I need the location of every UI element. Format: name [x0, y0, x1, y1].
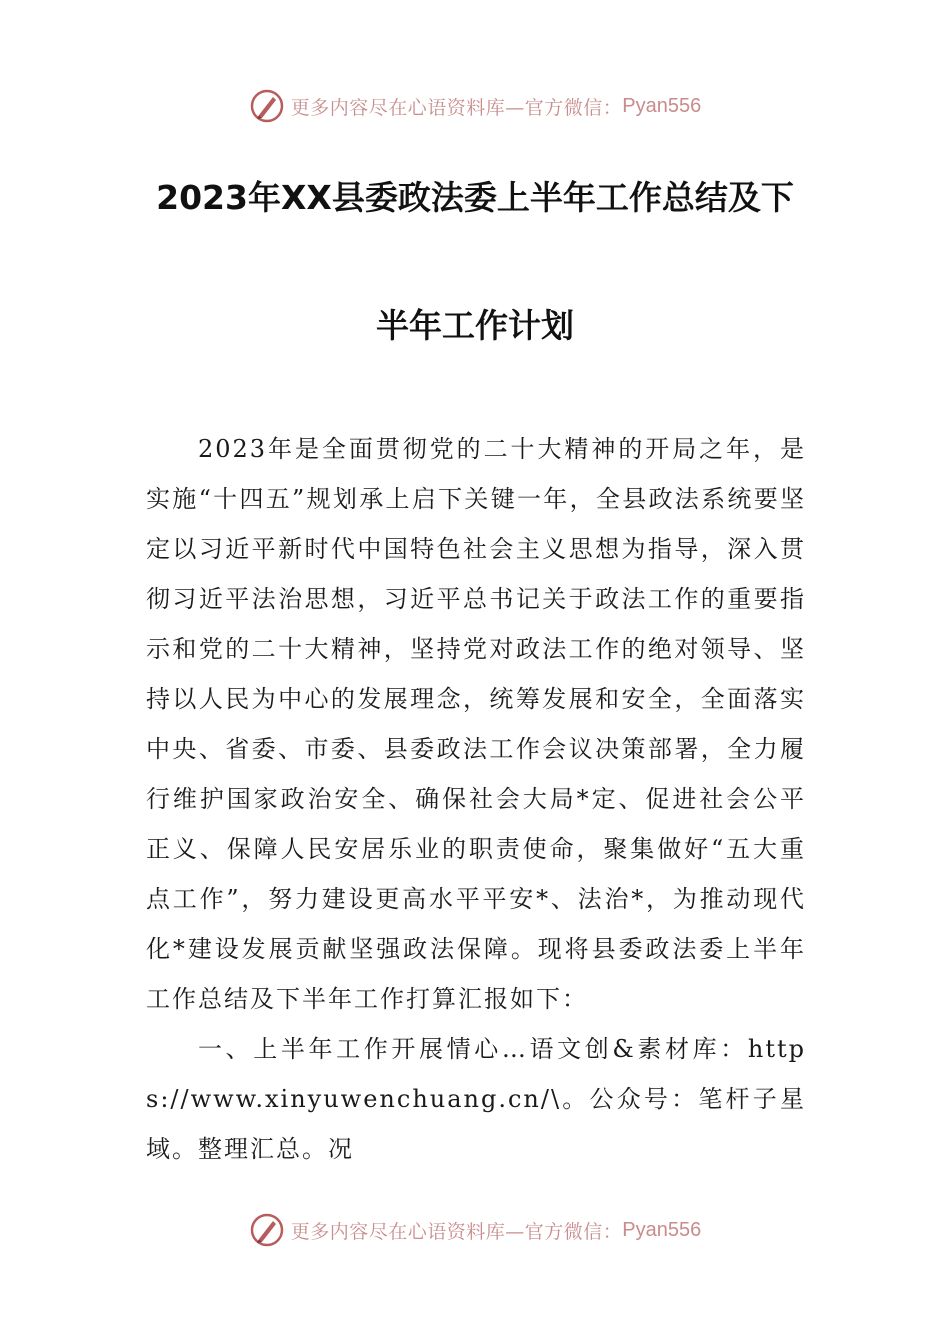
- document-title-line-2: 半年工作计划: [376, 306, 574, 345]
- pen-logo-icon: [249, 1212, 285, 1248]
- body-paragraph: 2023年是全面贯彻党的二十大精神的开局之年，是实施“十四五”规划承上启下关键一年，全县政法系统要坚定以习近平新时代中国特色社会主义思想为指导，深入贯彻习近平法治思想，习近平总书记关于政法工作的重要指示和党的二十大精神，坚持党对政法工作的绝对领导、坚持以人民为中心的发展理念，统筹发展和安全，全面落实中央、省委、市委、县委政法工作会议决策部署，全力履行维护国家政治安全、确保社会大局*定、促进社会公平正义、保障人民安居乐业的职责使命，聚集做好“五大重点工作”，努力建设更高水平平安*、法治*，为推动现代化*建设发展贡献坚强政法保障。现将县委政法委上半年工作总结及下半年工作打算汇报如下：: [146, 435, 806, 1013]
- watermark-text: 更多内容尽在心语资料库—官方微信：: [290, 1220, 623, 1243]
- pen-logo-icon: [249, 88, 285, 124]
- header-watermark: [0, 84, 950, 128]
- footer-watermark: [0, 1208, 950, 1252]
- body-paragraph: 一、上半年工作开展情心…语文创&素材库：https://www.xinyuwenchuang.cn/\。公众号：笔杆子星域。整理汇总。况: [146, 1035, 806, 1163]
- watermark-text: 更多内容尽在心语资料库—官方微信：: [290, 96, 623, 119]
- document-body: [146, 424, 806, 1174]
- watermark-wechat-id: Pyan556: [622, 1218, 702, 1241]
- document-title-line-1: 2023年XX县委政法委上半年工作总结及下: [156, 178, 794, 217]
- watermark-wechat-id: Pyan556: [622, 94, 702, 117]
